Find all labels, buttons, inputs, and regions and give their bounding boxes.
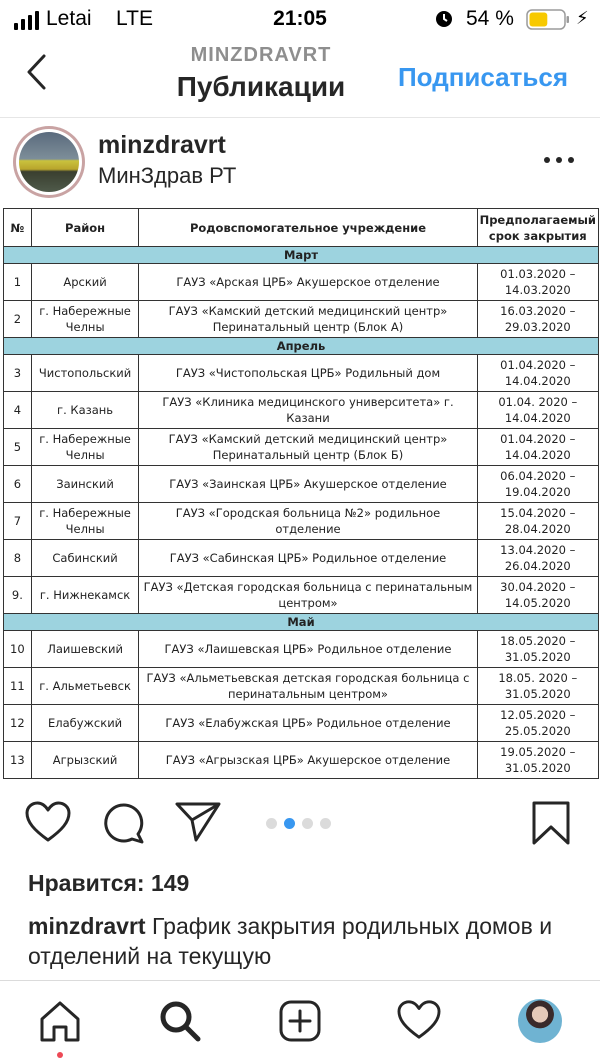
row-number: 11 — [4, 668, 32, 705]
row-number: 2 — [4, 301, 32, 338]
row-institution: ГАУЗ «Камский детский медицинский центр» Перинатальный центр (Блок Б) — [139, 429, 477, 466]
row-closing-dates: 13.04.2020 – 26.04.2020 — [477, 540, 598, 577]
post-avatar[interactable] — [13, 126, 85, 198]
row-institution: ГАУЗ «Арская ЦРБ» Акушерское отделение — [139, 264, 477, 301]
month-row — [4, 247, 599, 264]
caption-text: График закрытия родильных домов и отделений на текущую — [28, 913, 553, 969]
bookmark-icon[interactable] — [530, 800, 572, 846]
bottom-tab-bar — [0, 980, 600, 1063]
row-district: г. Нижнекамск — [31, 577, 139, 614]
row-closing-dates: 18.05.2020 – 31.05.2020 — [477, 631, 598, 668]
table-row — [4, 631, 599, 668]
post-username[interactable]: minzdravrt — [98, 131, 226, 159]
row-district: Лаишевский — [31, 631, 139, 668]
table-row — [4, 392, 599, 429]
table-row — [4, 503, 599, 540]
row-number: 12 — [4, 705, 32, 742]
table-row — [4, 668, 599, 705]
activity-heart-icon[interactable] — [396, 999, 442, 1041]
row-number: 5 — [4, 429, 32, 466]
row-number: 1 — [4, 264, 32, 301]
row-district: Сабинский — [31, 540, 139, 577]
battery-percent: 54 % — [466, 7, 514, 30]
row-institution: ГАУЗ «Альметьевская детская городская больница с перинатальным центром» — [139, 668, 477, 705]
table-row — [4, 301, 599, 338]
page-title: Публикации — [176, 71, 346, 102]
row-closing-dates: 16.03.2020 – 29.03.2020 — [477, 301, 598, 338]
profile-avatar[interactable] — [518, 999, 562, 1043]
comment-icon[interactable] — [100, 800, 146, 846]
add-post-icon[interactable] — [278, 999, 322, 1043]
month-label: Март — [4, 247, 599, 264]
ambulance-photo — [19, 132, 79, 192]
row-district: Чистопольский — [31, 355, 139, 392]
row-district: г. Набережные Челны — [31, 429, 139, 466]
carousel-dot — [284, 818, 295, 829]
row-closing-dates: 15.04.2020 – 28.04.2020 — [477, 503, 598, 540]
row-number: 13 — [4, 742, 32, 779]
more-options-icon[interactable] — [542, 155, 576, 165]
post-header — [0, 119, 600, 205]
table-row — [4, 264, 599, 301]
table-row — [4, 466, 599, 503]
carrier-name: Letai — [46, 7, 92, 30]
row-closing-dates: 01.04. 2020 – 14.04.2020 — [477, 392, 598, 429]
table-row — [4, 577, 599, 614]
home-icon[interactable] — [38, 999, 82, 1043]
heart-icon[interactable] — [24, 800, 72, 844]
follow-button[interactable]: Подписаться — [397, 62, 568, 92]
row-closing-dates: 06.04.2020 – 19.04.2020 — [477, 466, 598, 503]
status-bar — [0, 0, 600, 38]
row-number: 3 — [4, 355, 32, 392]
month-row — [4, 338, 599, 355]
caption-username[interactable]: minzdravrt — [28, 913, 146, 939]
row-institution: ГАУЗ «Агрызская ЦРБ» Акушерское отделение — [139, 742, 477, 779]
row-institution: ГАУЗ «Лаишевская ЦРБ» Родильное отделение — [139, 631, 477, 668]
row-institution: ГАУЗ «Городская больница №2» родильное отделение — [139, 503, 477, 540]
search-icon[interactable] — [158, 999, 202, 1043]
row-district: Заинский — [31, 466, 139, 503]
row-closing-dates: 18.05. 2020 – 31.05.2020 — [477, 668, 598, 705]
row-institution: ГАУЗ «Елабужская ЦРБ» Родильное отделение — [139, 705, 477, 742]
row-closing-dates: 01.04.2020 – 14.04.2020 — [477, 355, 598, 392]
post-actions — [0, 792, 600, 854]
row-institution: ГАУЗ «Заинская ЦРБ» Акушерское отделение — [139, 466, 477, 503]
month-label: Апрель — [4, 338, 599, 355]
col-header-closing-date: Предполагаемый срок закрытия — [477, 209, 598, 247]
row-institution: ГАУЗ «Чистопольская ЦРБ» Родильный дом — [139, 355, 477, 392]
row-closing-dates: 12.05.2020 – 25.05.2020 — [477, 705, 598, 742]
row-district: Агрызский — [31, 742, 139, 779]
row-district: Елабужский — [31, 705, 139, 742]
row-number: 4 — [4, 392, 32, 429]
table-row — [4, 429, 599, 466]
table-header-row — [4, 209, 599, 247]
row-district: г. Набережные Челны — [31, 301, 139, 338]
row-institution: ГАУЗ «Сабинская ЦРБ» Родильное отделение — [139, 540, 477, 577]
send-icon[interactable] — [174, 800, 222, 844]
row-number: 9. — [4, 577, 32, 614]
row-number: 6 — [4, 466, 32, 503]
post-caption — [28, 911, 568, 981]
carousel-dot — [302, 818, 313, 829]
month-label: Май — [4, 614, 599, 631]
network-type: LTE — [116, 7, 153, 30]
schedule-table — [3, 208, 599, 779]
col-header-number: № — [4, 209, 32, 247]
account-name: MINZDRAVRT — [190, 44, 332, 66]
carousel-dot — [266, 818, 277, 829]
row-number: 7 — [4, 503, 32, 540]
row-district: Арский — [31, 264, 139, 301]
row-district: г. Набережные Челны — [31, 503, 139, 540]
row-district: г. Казань — [31, 392, 139, 429]
row-closing-dates: 30.04.2020 – 14.05.2020 — [477, 577, 598, 614]
row-number: 8 — [4, 540, 32, 577]
carousel-dot — [320, 818, 331, 829]
table-row — [4, 742, 599, 779]
row-district: г. Альметьевск — [31, 668, 139, 705]
nav-header — [0, 38, 600, 118]
month-row — [4, 614, 599, 631]
post-subtitle: МинЗдрав РТ — [98, 163, 237, 188]
row-closing-dates: 19.05.2020 – 31.05.2020 — [477, 742, 598, 779]
row-institution: ГАУЗ «Детская городская больница с перинатальным центром» — [139, 577, 477, 614]
row-closing-dates: 01.03.2020 – 14.03.2020 — [477, 264, 598, 301]
post-image[interactable] — [0, 205, 600, 780]
col-header-district: Район — [31, 209, 139, 247]
row-closing-dates: 01.04.2020 – 14.04.2020 — [477, 429, 598, 466]
col-header-institution: Родовспомогательное учреждение — [139, 209, 477, 247]
row-number: 10 — [4, 631, 32, 668]
charging-icon: ⚡ — [576, 8, 589, 28]
table-row — [4, 705, 599, 742]
carousel-indicator — [266, 818, 331, 829]
alarm-icon — [434, 8, 454, 28]
table-row — [4, 540, 599, 577]
clock: 21:05 — [273, 7, 327, 30]
table-row — [4, 355, 599, 392]
row-institution: ГАУЗ «Камский детский медицинский центр» Перинатальный центр (Блок А) — [139, 301, 477, 338]
notification-dot — [57, 1052, 63, 1058]
row-institution: ГАУЗ «Клиника медицинского университета» г. Казани — [139, 392, 477, 429]
likes-count[interactable]: Нравится: 149 — [28, 870, 190, 896]
battery-icon — [526, 9, 570, 30]
